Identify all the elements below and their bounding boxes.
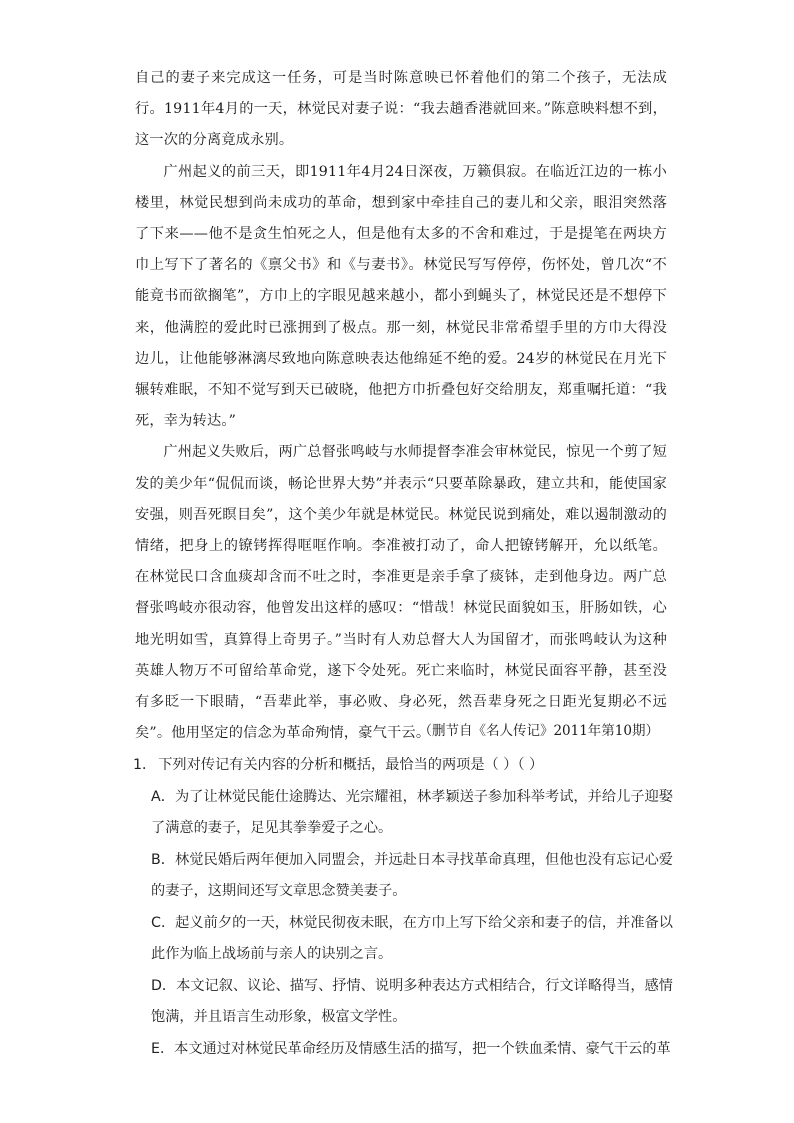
option-c[interactable]: C．起义前夕的一天，林觉民彻夜未眠，在方巾上写下给父亲和妻子的信，并准备以此作为临上战场前与亲人的诀别之言。 xyxy=(151,914,673,962)
option-e[interactable]: E．本文通过对林觉民革命经历及情感生活的描写，把一个铁血柔情、豪气干云的革 xyxy=(151,1040,671,1057)
passage-paragraph-3: 广州起义失败后，两广总督张鸣岐与水师提督李准会审林觉民，惊见一个剪了短发的美少年“侃侃而谈，畅论世界大势”并表示“只要革除暴政，建立共和，能使国家安强，则吾死瞑目矣”，这个美少年就是林觉民。林觉民说到痛处，难以遏制激动的情绪，把身上的镣铐挥得哐哐作响。李准被打动了，命人把镣铐解开，允以纸笔。在林觉民口含血痰却含而不吐之时，李准更是亲手拿了痰钵，走到他身边。两广总督张鸣岐亦很动容，他曾发出这样的感叹：“惜哉！林觉民面貌如玉，肝肠如铁，心地光明如雪，真算得上奇男子。”当时有人劝总督大人为国留才，而张鸣岐认为这种英雄人物万不可留给革命党，遂下令处死。死亡来临时，林觉民面容平静，甚至没有多眨一下眼睛，“吾辈此举，事必败、身必死，然吾辈身死之日距光复期必不远矣”。他用坚定的信念为革命殉情，豪气干云。 xyxy=(135,444,667,742)
passage-paragraph-1: 自己的妻子来完成这一任务，可是当时陈意映已怀着他们的第二个孩子，无法成行。1911年4月的一天，林觉民对妻子说：“我去趟香港就回来。”陈意映料想不到，这一次的分离竟成永别。 xyxy=(135,70,667,149)
source-citation: （删节自《名人传记》2011年第10期） xyxy=(418,723,659,739)
option-a[interactable]: A．为了让林觉民能仕途腾达、光宗耀祖，林孝颖送子参加科举考试，并给儿子迎娶了满意的妻子，足见其拳拳爱子之心。 xyxy=(151,788,673,836)
question-1 xyxy=(133,750,673,1065)
option-b[interactable]: B．林觉民婚后两年便加入同盟会，并远赴日本寻找革命真理，但他也没有忘记心爱的妻子，这期间还写文章思念赞美妻子。 xyxy=(151,851,673,899)
passage-text xyxy=(135,63,667,749)
question-number: 1． xyxy=(133,757,157,773)
option-d[interactable]: D．本文记叙、议论、描写、抒情、说明多种表达方式相结合，行文详略得当，感情饱满，并且语言生动形象，极富文学性。 xyxy=(151,977,673,1025)
question-stem-text: 下列对传记有关内容的分析和概括，最恰当的两项是（ ）（ ） xyxy=(158,757,544,773)
passage-paragraph-2: 广州起义的前三天，即1911年4月24日深夜，万籁俱寂。在临近江边的一栋小楼里，林觉民想到尚未成功的革命，想到家中牵挂自己的妻儿和父亲，眼泪突然落了下来——他不是贪生怕死之人，但是他有太多的不舍和难过，于是提笔在两块方巾上写下了著名的《禀父书》和《与妻书》。林觉民写写停停，伤怀处，曾几次“不能竟书而欲搁笔”，方巾上的字眼见越来越小，都小到蝇头了，林觉民还是不想停下来，他满腔的爱此时已涨拥到了极点。那一刻，林觉民非常希望手里的方巾大得没边儿，让他能够淋漓尽致地向陈意映表达他绵延不绝的爱。24岁的林觉民在月光下辗转难眠，不知不觉写到天已破晓，他把方巾折叠包好交给朋友，郑重嘱托道：“我死，幸为转达。” xyxy=(135,163,667,430)
question-stem xyxy=(133,750,673,782)
